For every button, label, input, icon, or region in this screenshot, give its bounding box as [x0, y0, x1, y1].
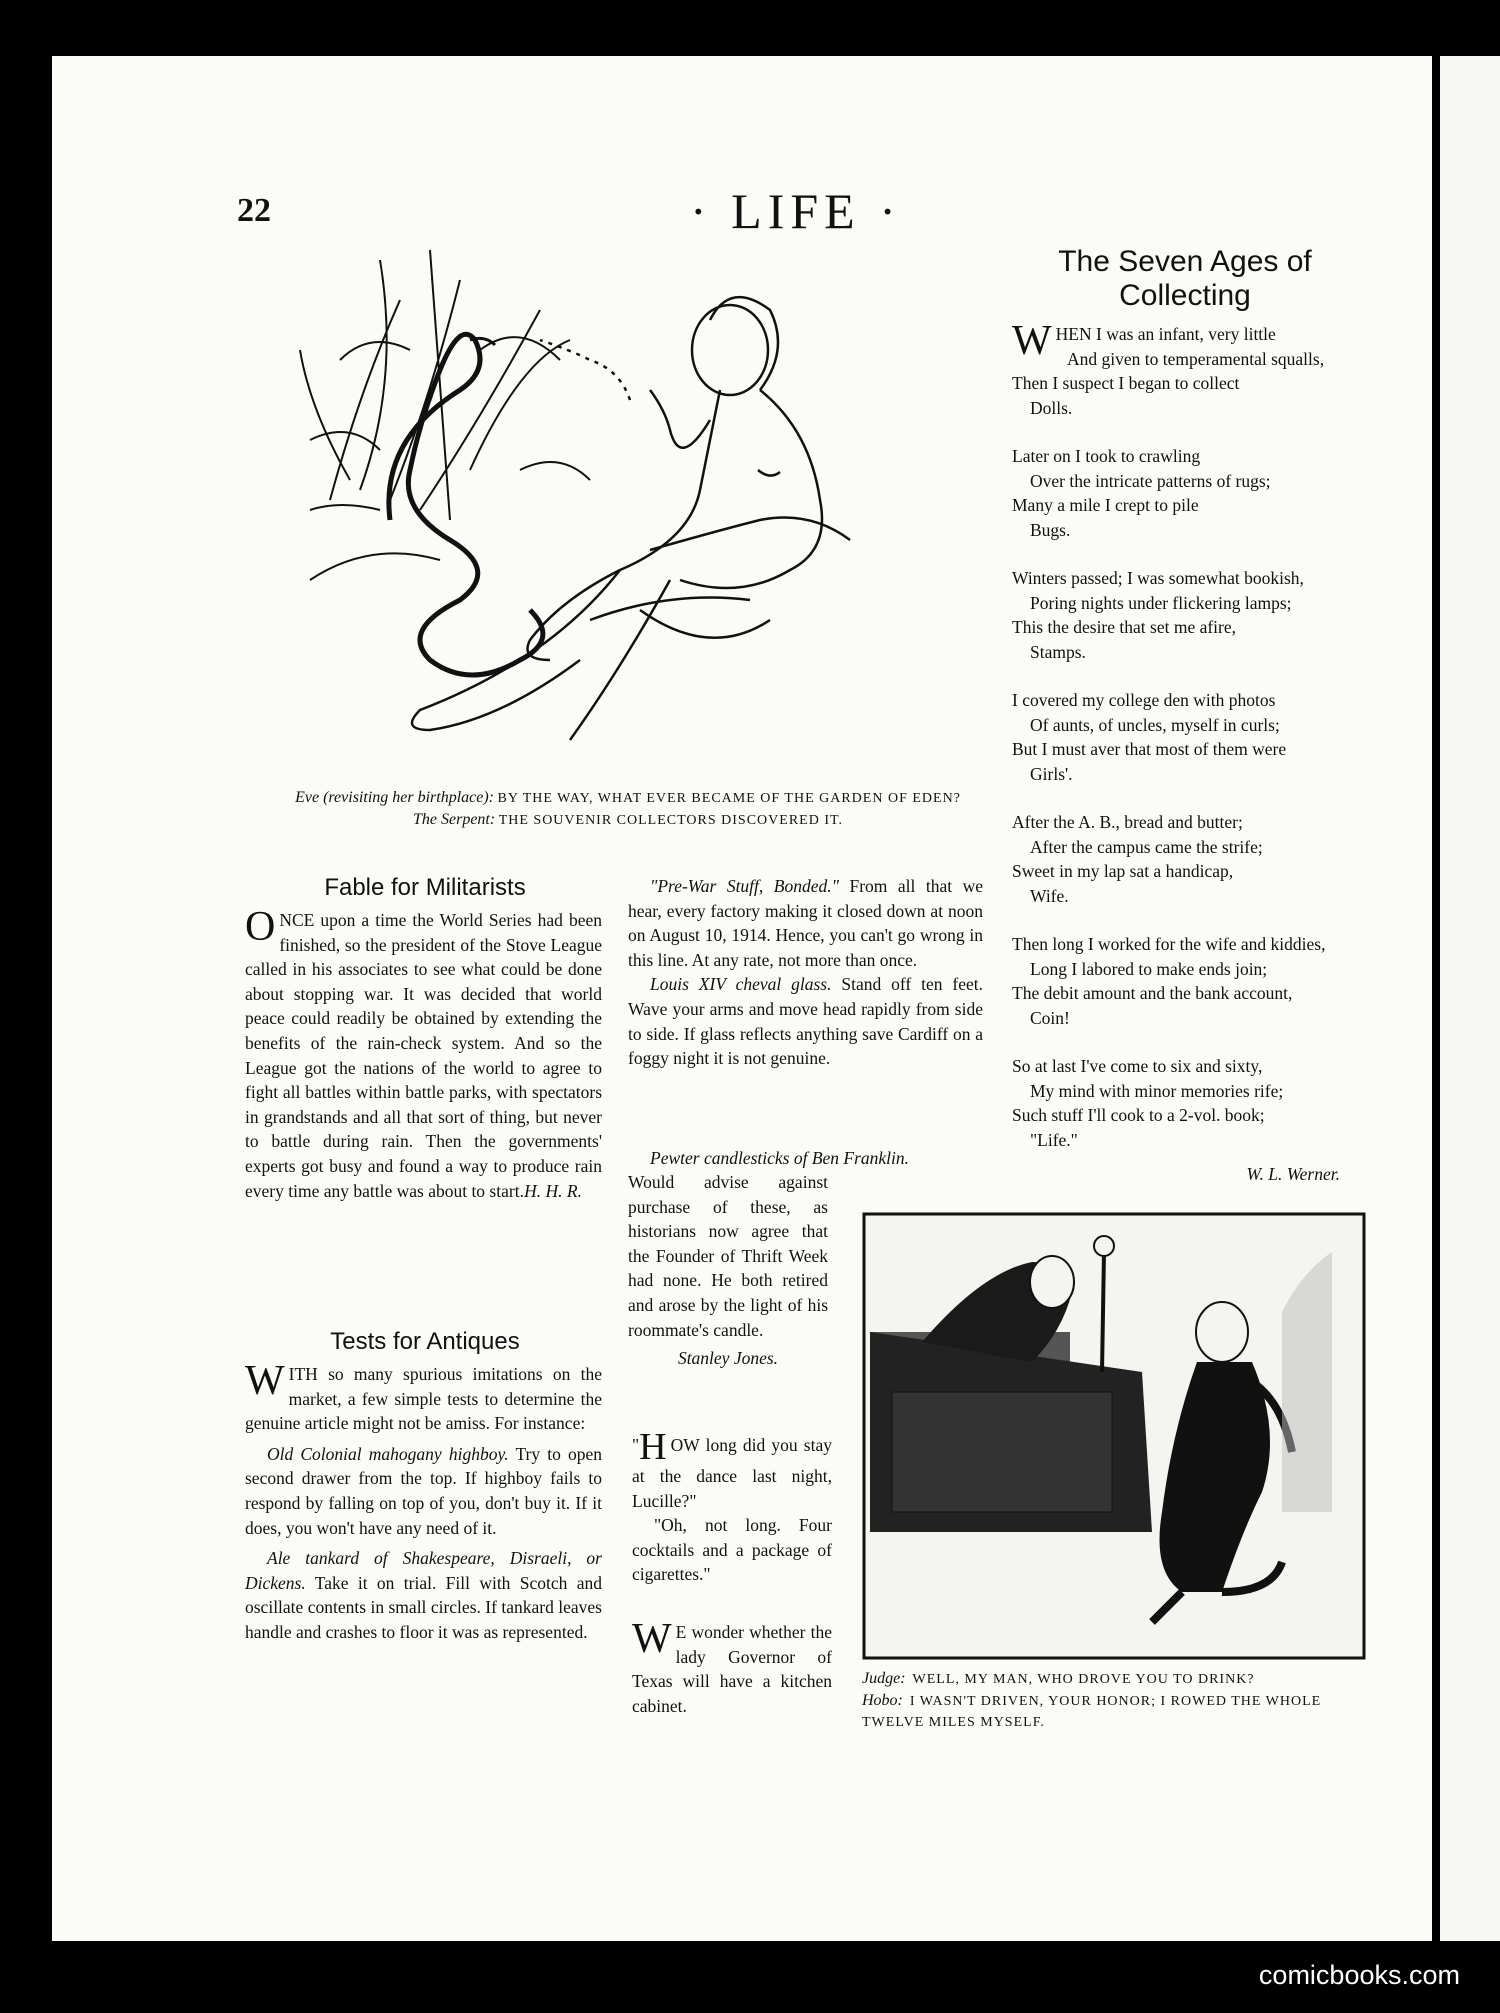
fable-title: Fable for Militarists	[324, 874, 526, 901]
antique-item-name: Old Colonial mahogany highboy.	[267, 1443, 509, 1464]
poem-line: My mind with minor memories rife;	[1030, 1080, 1284, 1101]
poem-stanza	[1012, 318, 1360, 420]
poem-title: The Seven Ages of Collecting	[1058, 245, 1312, 312]
poem-line: Stamps.	[1030, 641, 1086, 662]
antique-item-text: From all that we hear, every factory making it closed down at noon on August 10, 1914. Hence, you can't go wrong in this line. At any rate, not more than once.	[628, 876, 984, 970]
poem-signature: W. L. Werner.	[1246, 1164, 1340, 1184]
poem-line: Later on I took to crawling	[1012, 446, 1201, 466]
poem-line: The debit amount and the bank account,	[1012, 983, 1293, 1003]
poem-line: "Life."	[1030, 1129, 1078, 1150]
poem-stanza	[1012, 932, 1360, 1030]
fable-body: NCE upon a time the World Series had been finished, so the president of the Stove League called in his associates to see what could be done about stopping war. It was decided that world peace could readily be obtained by extending the benefits of the rain-check system. And so the League got the nations of the world to agree to fight all battles within battle parks, with spectators in grandstands and all that sort of thing, but never to battle during rain. Then the governments' experts got busy and found a way to produce rain every time any battle was about to start.	[245, 910, 602, 1201]
texas-joke	[632, 1616, 832, 1718]
lucille-question: OW long did you stay at the dance last night, Lucille?"	[632, 1435, 832, 1511]
poem-line: This the desire that set me afire,	[1012, 617, 1237, 637]
poem-stanza	[1012, 444, 1360, 542]
eve-caption	[268, 787, 988, 831]
poem-line: Coin!	[1030, 1007, 1070, 1028]
poem-stanza	[1012, 566, 1360, 664]
fable-drop-cap: O	[245, 904, 276, 950]
eve-serpent-illustration	[290, 240, 980, 780]
poem-drop-cap: W	[1012, 318, 1052, 364]
texas-text: E wonder whether the lady Governor of Texas will have a kitchen cabinet.	[632, 1622, 832, 1716]
antique-item-text: Try to open second drawer from the top. If highboy fails to respond by falling on top of you, don't buy it. If it does, you won't have any need of it.	[245, 1443, 603, 1538]
poem-line: Over the intricate patterns of rugs;	[1030, 470, 1271, 491]
poem-stanza	[1012, 688, 1360, 786]
site-watermark: comicbooks.com	[1258, 1960, 1460, 1990]
judge-hobo-cartoon	[862, 1212, 1366, 1660]
fable-article	[245, 904, 602, 1203]
antique-item-text: Stand off ten feet. Wave your arms and move head rapidly from side to side. If glass reflects anything save Cardiff on a foggy night it is not genuine.	[628, 974, 983, 1069]
poem-body	[1012, 318, 1360, 1187]
poem-line: Such stuff I'll cook to a 2-vol. book;	[1012, 1105, 1265, 1125]
lucille-drop-cap: H	[639, 1426, 667, 1468]
antique-item-name: Pewter candlesticks of Ben Franklin.	[650, 1148, 910, 1168]
poem-line: Then I suspect I began to collect	[1012, 373, 1240, 393]
poem-line: After the campus came the strife;	[1030, 836, 1263, 857]
antique-item-name: "Pre-War Stuff, Bonded."	[650, 876, 839, 896]
lucille-joke	[632, 1426, 832, 1587]
antique-item-text: Take it on trial. Fill with Scotch and oscillate contents in small circles. If tankard leaves handle and crashes to floor it was as represented.	[245, 1572, 602, 1642]
poem-stanza	[1012, 810, 1360, 908]
judge-caption	[862, 1668, 1366, 1733]
poem-stanza	[1012, 1054, 1360, 1152]
antique-item-text: Would advise against purchase of these, as historians now agree that the Founder of Thrift Week had none. He both retired and arose by the light of his roommate's candle.	[628, 1172, 828, 1340]
poem-line: Winters passed; I was somewhat bookish,	[1012, 568, 1304, 588]
poem-line: Then long I worked for the wife and kiddies,	[1012, 934, 1326, 954]
antiques-signature: Stanley Jones.	[677, 1348, 779, 1369]
poem-line: But I must aver that most of them were	[1012, 739, 1287, 759]
antiques-drop-cap: W	[245, 1358, 285, 1404]
poem-line: Sweet in my lap sat a handicap,	[1012, 861, 1234, 881]
poem-line: Wife.	[1030, 885, 1069, 906]
poem-line: So at last I've come to six and sixty,	[1012, 1056, 1263, 1076]
poem-line-text: HEN I was an infant, very little	[1055, 324, 1276, 344]
poem-line: Many a mile I crept to pile	[1012, 495, 1199, 515]
hobo-line: I WASN'T DRIVEN, YOUR HONOR; I ROWED THE WHOLE TWELVE MILES MYSELF.	[862, 1694, 1322, 1730]
antiques-intro: ITH so many spurious imitations on the market, a few simple tests to determine the genuine article might not be amiss. For instance:	[245, 1364, 602, 1434]
poem-line: Long I labored to make ends join;	[1030, 958, 1268, 979]
serpent-speaker: The Serpent:	[412, 811, 496, 828]
serpent-line: THE SOUVENIR COLLECTORS DISCOVERED IT.	[498, 813, 843, 828]
antique-item-name: Louis XIV cheval glass.	[650, 974, 832, 995]
poem-line: Bugs.	[1030, 519, 1071, 540]
poem-line: After the A. B., bread and butter;	[1012, 812, 1243, 832]
poem-line: And given to temperamental squalls,	[1067, 348, 1325, 369]
judge-speaker: Judge:	[862, 1670, 906, 1687]
poem-line: I covered my college den with photos	[1012, 690, 1276, 710]
poem-line: Dolls.	[1030, 397, 1073, 418]
poem-line: Girls'.	[1030, 763, 1073, 784]
lucille-answer: "Oh, not long. Four cocktails and a package of cigarettes."	[632, 1515, 832, 1585]
page-number: 22	[237, 192, 271, 229]
poem-line: Poring nights under flickering lamps;	[1030, 592, 1292, 613]
eve-speaker: Eve (revisiting her birthplace):	[295, 789, 495, 806]
texas-drop-cap: W	[632, 1616, 672, 1662]
antiques-article-col2	[628, 874, 983, 1071]
antiques-item5-body	[628, 1170, 828, 1371]
masthead: · LIFE ·	[690, 183, 902, 239]
antiques-article-col1	[245, 1358, 603, 1645]
hobo-speaker: Hobo:	[862, 1692, 903, 1709]
eve-line: BY THE WAY, WHAT EVER BECAME OF THE GARDEN OF EDEN?	[497, 791, 961, 806]
antique-item-name: Ale tankard of Shakespeare, Disraeli, or Dickens.	[245, 1548, 602, 1593]
fable-signature: H. H. R.	[524, 1180, 582, 1201]
facing-page-edge	[1440, 56, 1500, 1941]
poem-line: Of aunts, of uncles, myself in curls;	[1030, 714, 1280, 735]
judge-line: WELL, MY MAN, WHO DROVE YOU TO DRINK?	[912, 1672, 1255, 1687]
open-quote: "	[632, 1435, 640, 1455]
antiques-title: Tests for Antiques	[330, 1328, 520, 1355]
